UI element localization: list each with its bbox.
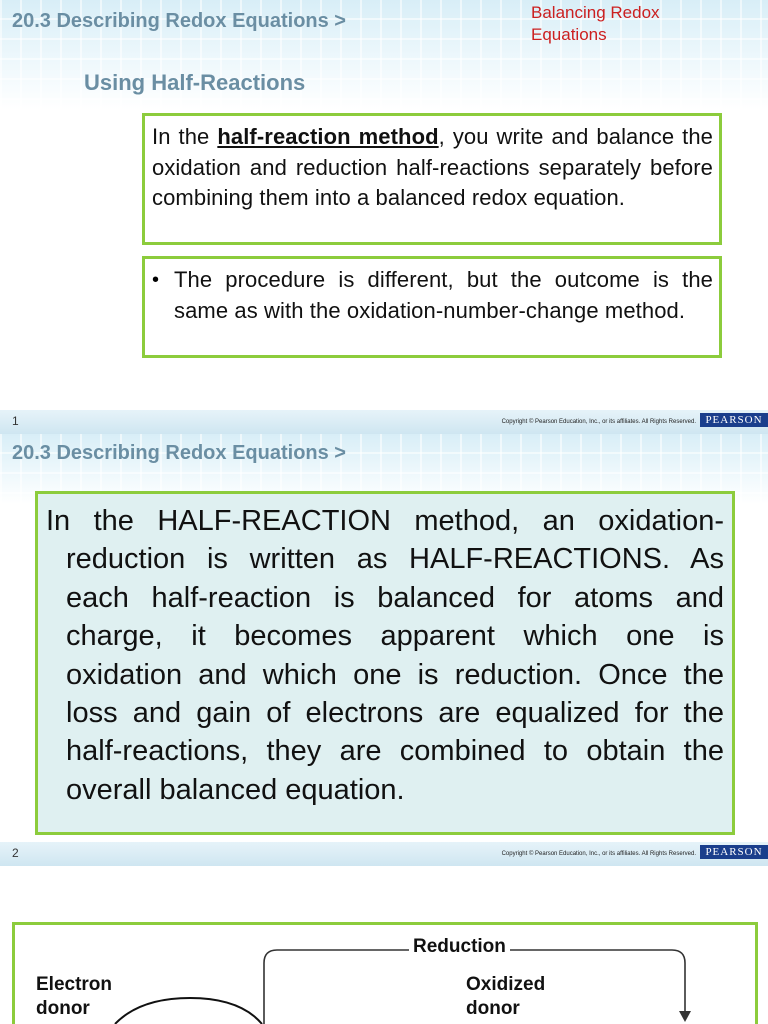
explanation-box: [35, 491, 735, 835]
section-title: 20.3 Describing Redox Equations >: [12, 10, 346, 32]
page-number: 1: [12, 414, 19, 428]
topic-title: Balancing Redox Equations: [531, 3, 660, 44]
slide-footer: [0, 842, 768, 866]
arrow-head-icon: [679, 1011, 691, 1022]
key-term: half-reaction method: [217, 124, 439, 149]
bullet-icon: •: [152, 269, 160, 291]
bullet-item: [152, 265, 713, 326]
definition-text: [152, 122, 713, 214]
oxidized-donor-label: Oxidized donor: [466, 974, 546, 1019]
bullet-box: [142, 256, 722, 358]
pearson-logo: PEARSON: [700, 413, 768, 427]
slide-2: [0, 434, 768, 870]
definition-prefix: In the: [152, 124, 218, 149]
slide-footer: [0, 410, 768, 434]
definition-box: [142, 113, 722, 245]
bullet-text: The procedure is different, but the outcome is the same as with the oxidation-number-change method.: [174, 267, 713, 323]
electron-donor-label: Electron donor: [36, 974, 113, 1019]
slide-1: [0, 0, 768, 434]
electron-transfer-arrow: [115, 998, 262, 1024]
definition-suffix: , you write and balance the oxidation and reduction half-reactions separately before combining them into a balanced redox equation.: [152, 124, 713, 210]
reduction-label: Reduction: [409, 935, 510, 959]
copyright-text: Copyright © Pearson Education, Inc., or its affiliates. All Rights Reserved.: [501, 419, 696, 425]
redox-diagram: [0, 870, 768, 1024]
pearson-logo: PEARSON: [700, 845, 768, 859]
explanation-text: In the HALF-REACTION method, an oxidation-reduction is written as HALF-REACTIONS. As each half-reaction is balanced for atoms and charge, it becomes apparent which one is oxidation and which one is reduction. Once the loss and gain of electrons are equalized for the half-reactions, they are combined to obtain the overall balanced equation.: [46, 505, 724, 806]
page-number: 2: [12, 846, 19, 860]
slide-subtitle: Using Half-Reactions: [84, 70, 306, 95]
slide-3: [0, 870, 768, 1024]
section-title: 20.3 Describing Redox Equations >: [12, 442, 346, 464]
copyright-text: Copyright © Pearson Education, Inc., or its affiliates. All Rights Reserved.: [501, 851, 696, 857]
